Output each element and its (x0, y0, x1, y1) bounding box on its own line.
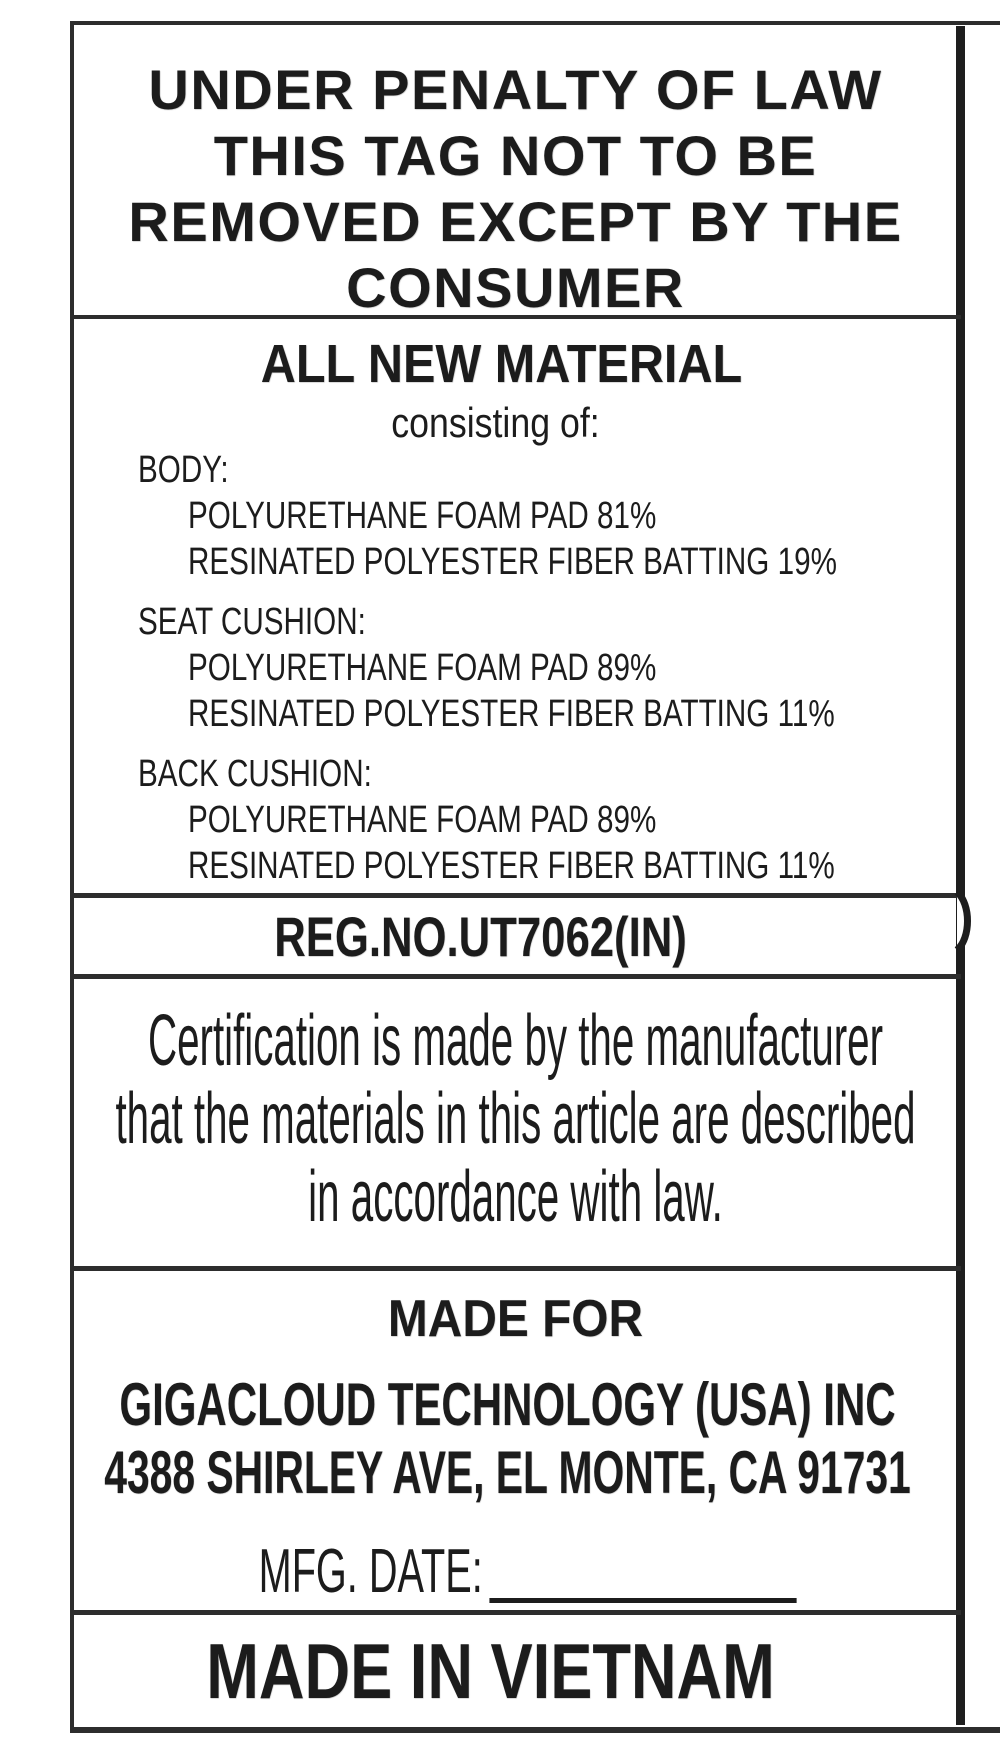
material-item: POLYURETHANE FOAM PAD 81% (188, 495, 657, 537)
origin-text: MADE IN VIETNAM (206, 1627, 775, 1715)
reg-no: REG.NO.UT7062(IN) (274, 905, 687, 968)
outer-bottom-rule (70, 1727, 1000, 1733)
certification-line: that the materials in this article are described (115, 1079, 916, 1159)
material-group-label: BODY: (138, 449, 229, 491)
material-group-label: SEAT CUSHION: (138, 601, 366, 643)
warning-line: CONSUMER (346, 256, 685, 319)
material-item: POLYURETHANE FOAM PAD 89% (188, 799, 657, 841)
material-item: RESINATED POLYESTER FIBER BATTING 11% (188, 693, 835, 735)
mfg-date-row (245, 1537, 810, 1607)
warning-section (74, 25, 957, 319)
certification-line: Certification is made by the manufacturer (147, 1001, 884, 1081)
material-item: RESINATED POLYESTER FIBER BATTING 11% (188, 845, 835, 887)
warning-line: THIS TAG NOT TO BE (213, 124, 818, 187)
certification-line: in accordance with law. (308, 1157, 723, 1237)
right-edge-thick-rule (956, 26, 965, 1725)
company-name: GIGACLOUD TECHNOLOGY (USA) INC (119, 1371, 896, 1438)
certification-section (74, 980, 957, 1266)
warning-line: UNDER PENALTY OF LAW (148, 58, 883, 121)
mfg-date-label: MFG. DATE: (258, 1537, 483, 1606)
mfg-date-blank (489, 1540, 796, 1603)
material-item: POLYURETHANE FOAM PAD 89% (188, 647, 657, 689)
material-group-label: BACK CUSHION: (138, 753, 372, 795)
registration-section (74, 896, 957, 974)
made-for-heading: MADE FOR (387, 1290, 644, 1348)
section-divider (70, 974, 961, 979)
material-section (74, 319, 957, 892)
material-subheading: consisting of: (391, 399, 600, 446)
origin-section (74, 1613, 957, 1727)
material-heading: ALL NEW MATERIAL (260, 334, 743, 394)
material-item: RESINATED POLYESTER FIBER BATTING 19% (188, 541, 837, 583)
company-address: 4388 SHIRLEY AVE, EL MONTE, CA 91731 (104, 1439, 911, 1506)
warning-line: REMOVED EXCEPT BY THE (128, 190, 903, 253)
made-for-section (74, 1270, 957, 1610)
